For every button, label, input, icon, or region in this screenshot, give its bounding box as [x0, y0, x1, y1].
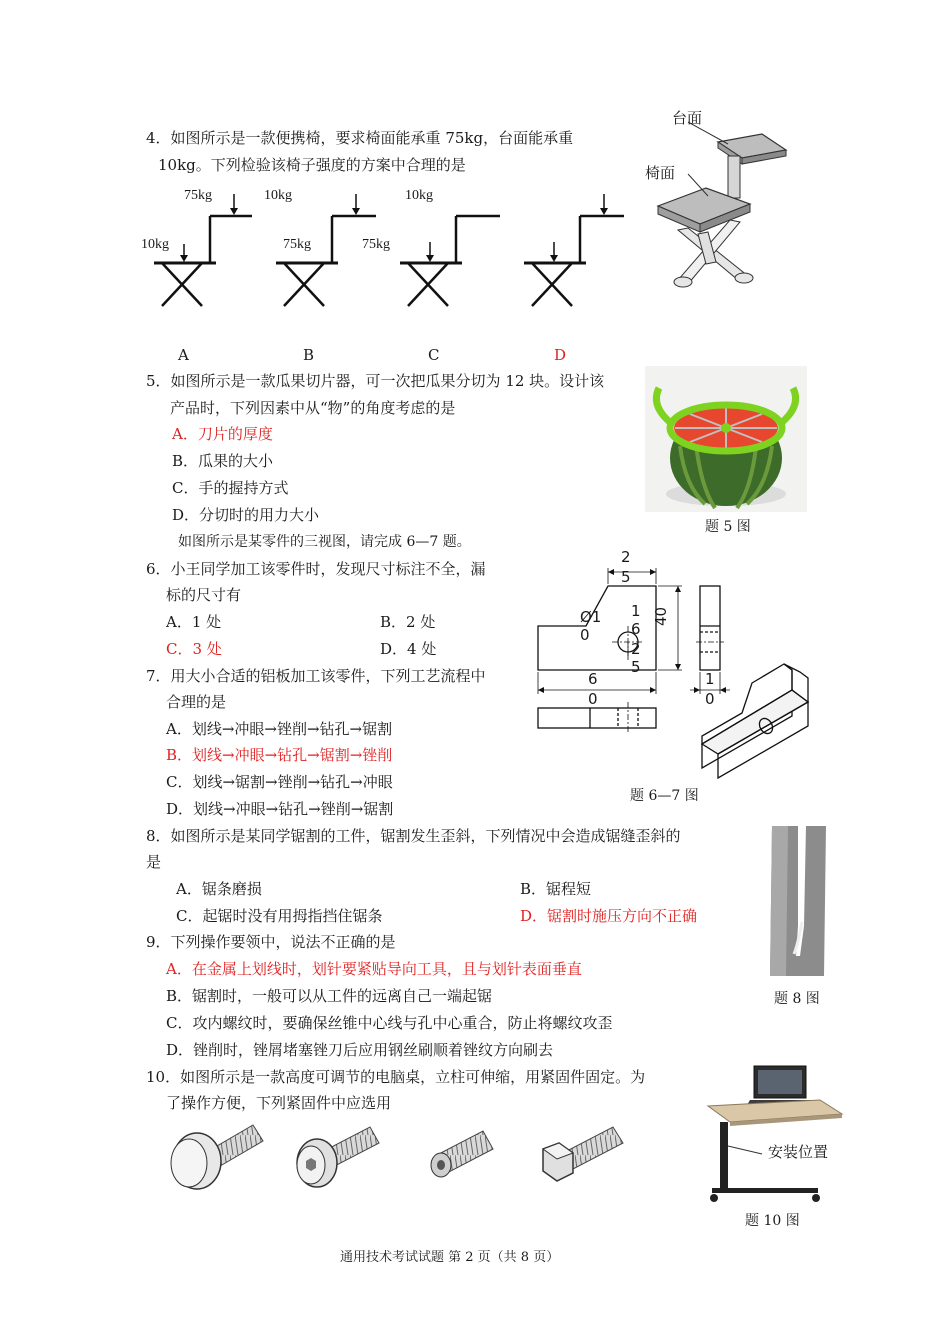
q5-option-c: C．手的握持方式 — [172, 479, 289, 497]
q4-stem-line1: 4．如图所示是一款便携椅，要求椅面能承重 75kg，台面能承重 — [146, 129, 574, 147]
label-seat: 椅面 — [645, 164, 676, 182]
q6-7-intro: 如图所示是某零件的三视图，请完成 6—7 题。 — [178, 534, 471, 550]
q7-option-a: A．划线→冲眼→锉削→钻孔→锯割 — [166, 720, 393, 738]
q9-stem: 9．下列操作要领中，说法不正确的是 — [146, 933, 396, 951]
dim-top-digit2: 5 — [621, 568, 631, 586]
fastener-set-screw — [431, 1131, 493, 1177]
dim-side-line1: 1 — [705, 670, 715, 688]
q4-stem-line2: 10kg。下列检验该椅子强度的方案中合理的是 — [158, 156, 466, 174]
q6-option-a: A．1 处 — [166, 613, 222, 631]
q5-figure-caption: 题 5 图 — [705, 519, 751, 535]
q7-option-d: D．划线→冲眼→钻孔→锉削→锯割 — [166, 800, 394, 818]
q9-option-c: C．攻内螺纹时，要确保丝锥中心线与孔中心重合，防止将螺纹攻歪 — [166, 1014, 613, 1032]
q7-option-c: C．划线→锯割→锉削→钻孔→冲眼 — [166, 773, 393, 791]
sawn-workpiece-photo — [768, 826, 828, 978]
q8-figure-caption: 题 8 图 — [774, 991, 820, 1007]
q5-option-b: B．瓜果的大小 — [172, 452, 274, 470]
q5-option-d: D．分切时的用力大小 — [172, 506, 320, 524]
q4-c-top-load: 10kg — [405, 188, 433, 203]
q4-a-left-load: 10kg — [141, 237, 169, 252]
q7-stem-line2: 合理的是 — [166, 693, 227, 711]
q4-option-b: B — [303, 346, 315, 364]
q10-figure-caption: 题 10 图 — [745, 1213, 800, 1229]
fastener-options — [165, 1115, 635, 1200]
q5-stem-line2: 产品时，下列因素中从“物”的角度考虑的是 — [170, 399, 456, 417]
dim-c-line1: 2 — [631, 640, 641, 658]
q6-7-figure-caption: 题 6—7 图 — [630, 788, 699, 804]
computer-desk-figure — [700, 1062, 850, 1212]
dim-bottom-line2: 0 — [588, 690, 598, 708]
dim-r-line1: 1 — [631, 602, 641, 620]
install-position-label: 安装位置 — [768, 1143, 829, 1161]
dim-height-40: 40 — [652, 606, 670, 626]
dim-bottom-line1: 6 — [588, 670, 598, 688]
q8-option-a: A．锯条磨损 — [176, 880, 262, 898]
q4-option-diagrams — [140, 186, 640, 316]
q9-option-a-answer: A．在金属上划线时，划针要紧贴导向工具，且与划针表面垂直 — [166, 960, 582, 978]
dim-hole-line1: Ø1 — [580, 608, 602, 626]
q8-option-d-answer: D．锯割时施压方向不正确 — [520, 907, 698, 925]
q6-option-c-answer: C．3 处 — [166, 640, 222, 658]
q10-stem-line1: 10．如图所示是一款高度可调节的电脑桌，立柱可伸缩，用紧固件固定。为 — [146, 1068, 646, 1086]
portable-chair-figure — [648, 112, 808, 298]
q6-stem-line1: 6．小王同学加工该零件时，发现尺寸标注不全，漏 — [146, 560, 486, 578]
dim-top-digit1: 2 — [621, 548, 631, 566]
q9-option-b: B．锯割时，一般可以从工件的远离自己一端起锯 — [166, 987, 493, 1005]
dim-r-line2: 6 — [631, 620, 641, 638]
q8-option-c: C．起锯时没有用拇指挡住锯条 — [176, 907, 383, 925]
q4-c-left-load: 75kg — [362, 237, 390, 252]
q4-diagram-d — [524, 194, 624, 306]
q4-b-left-load: 75kg — [283, 237, 311, 252]
q4-a-top-load: 75kg — [184, 188, 212, 203]
dim-side-line2: 0 — [705, 690, 715, 708]
q10-stem-line2: 了操作方便，下列紧固件中应选用 — [166, 1094, 392, 1112]
q6-stem-line2: 标的尺寸有 — [166, 586, 242, 604]
q9-option-d: D．锉削时，锉屑堵塞锉刀后应用钢丝刷顺着锉纹方向刷去 — [166, 1041, 554, 1059]
q5-option-a-answer: A．刀片的厚度 — [172, 425, 273, 443]
fastener-socket-screw — [297, 1127, 379, 1187]
melon-slicer-photo — [645, 366, 807, 512]
fastener-thumb-screw — [171, 1125, 263, 1189]
q5-stem-line1: 5．如图所示是一款瓜果切片器，可一次把瓜果分切为 12 块。设计该 — [146, 372, 605, 390]
fastener-hex-bolt — [543, 1127, 623, 1181]
q7-stem-line1: 7．用大小合适的铝板加工该零件，下列工艺流程中 — [146, 667, 486, 685]
dim-c-line2: 5 — [631, 658, 641, 676]
q8-stem-line1: 8．如图所示是某同学锯割的工件，锯割发生歪斜，下列情况中会造成锯缝歪斜的 — [146, 827, 681, 845]
q8-option-b: B．锯程短 — [520, 880, 592, 898]
q4-option-d-answer: D — [554, 346, 567, 364]
q4-b-top-load: 10kg — [264, 188, 292, 203]
dim-hole-line2: 0 — [580, 626, 590, 644]
q8-stem-line2: 是 — [146, 853, 162, 871]
q4-diagram-c — [400, 216, 500, 306]
q4-option-a: A — [178, 346, 189, 364]
q4-option-c: C — [428, 346, 440, 364]
q7-option-b-answer: B．划线→冲眼→钻孔→锯割→锉削 — [166, 746, 393, 764]
page-footer: 通用技术考试试题 第 2 页（共 8 页） — [340, 1250, 560, 1265]
three-view-drawing — [530, 548, 820, 783]
q6-option-d: D．4 处 — [380, 640, 437, 658]
label-table-top: 台面 — [672, 109, 703, 127]
q6-option-b: B．2 处 — [380, 613, 436, 631]
